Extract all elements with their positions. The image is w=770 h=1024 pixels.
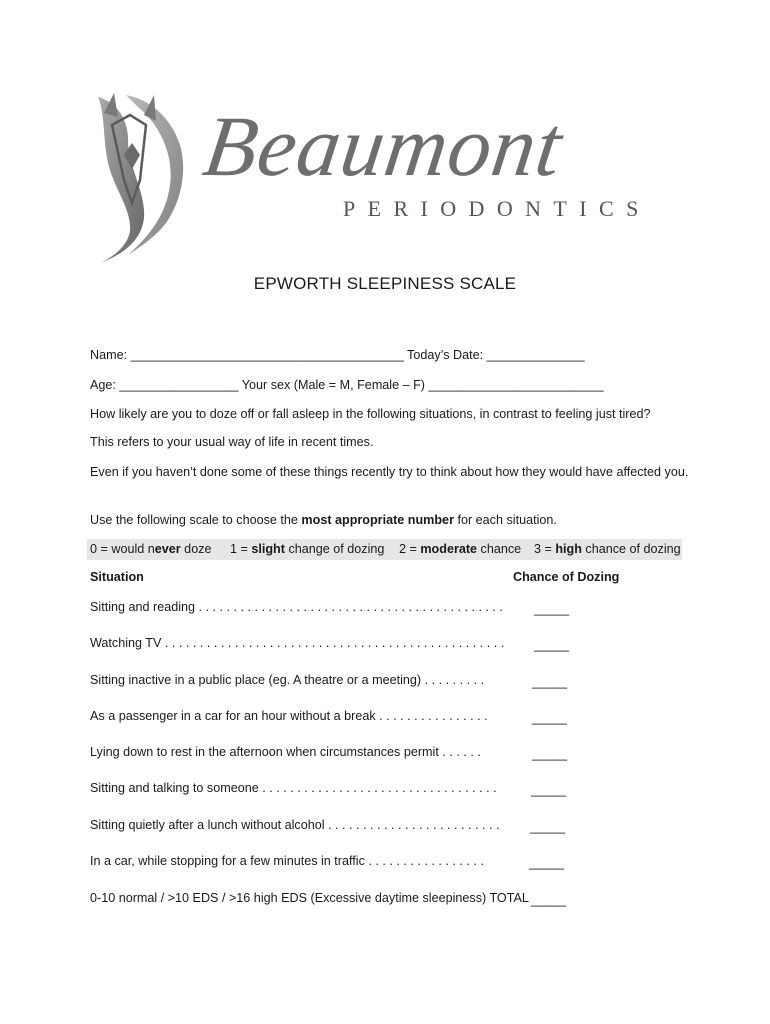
situation-row-label: Sitting quietly after a lunch without alcohol . . . . . . . . . . . . . . . . . . . . . . . . . <box>90 818 500 832</box>
score-blank[interactable]: _____ <box>532 711 568 725</box>
horse-head-icon <box>88 85 188 265</box>
score-blank[interactable]: _____ <box>532 675 568 689</box>
name-date-line[interactable]: Name: _______________________________________ Today’s Date: ______________ <box>90 348 585 362</box>
instruction-2: This refers to your usual way of life in recent times. <box>90 435 374 449</box>
situation-row-label: As a passenger in a car for an hour without a break . . . . . . . . . . . . . . . . <box>90 709 488 723</box>
scale-2-pre: 2 = <box>399 542 421 556</box>
scale-3 <box>534 542 681 556</box>
total-blank[interactable]: _____ <box>531 893 567 907</box>
situation-row-label: Lying down to rest in the afternoon when circumstances permit . . . . . . <box>90 745 481 759</box>
scale-3-bold: high <box>555 542 582 556</box>
scale-1-pre: 1 = <box>230 542 252 556</box>
score-blank[interactable]: _____ <box>534 638 570 652</box>
situation-row-label: Sitting and reading . . . . . . . . . . . . . . . . . . . . . . . . . . . . . . . . . . . . . . . . . . . . <box>90 600 503 614</box>
scale-0-pre: 0 = would n <box>90 542 155 556</box>
scale-3-pre: 3 = <box>534 542 556 556</box>
logo-subtitle: PERIODONTICS <box>343 196 651 221</box>
instruction-3: Even if you haven’t done some of these things recently try to think about how they would have affected you. <box>90 465 689 479</box>
situation-row-label: Sitting and talking to someone . . . . . . . . . . . . . . . . . . . . . . . . . . . . . . . . . . <box>90 781 497 795</box>
total-row-label: 0-10 normal / >10 EDS / >16 high EDS (Excessive daytime sleepiness) TOTAL <box>90 891 529 905</box>
scale-0-bold: ever <box>154 542 181 556</box>
page-title: EPWORTH SLEEPINESS SCALE <box>253 274 517 293</box>
scale-2 <box>399 542 521 556</box>
scale-1 <box>230 542 384 556</box>
instruction-1: How likely are you to doze off or fall asleep in the following situations, in contrast to feeling just tired? <box>90 407 651 421</box>
logo-wordmark: Beaumont <box>198 98 569 194</box>
scale-0-post: doze <box>180 542 212 556</box>
score-blank[interactable]: _____ <box>531 783 567 797</box>
score-blank[interactable]: _____ <box>529 856 565 870</box>
scale-1-post: change of dozing <box>284 542 385 556</box>
column-header-situation: Situation <box>90 570 144 584</box>
score-blank[interactable]: _____ <box>534 602 570 616</box>
score-blank[interactable]: _____ <box>532 747 568 761</box>
instruction-4-post: for each situation. <box>453 513 557 527</box>
scale-3-post: chance of dozing <box>581 542 681 556</box>
instruction-4 <box>90 513 557 527</box>
scale-2-post: chance <box>477 542 522 556</box>
instruction-4-pre: Use the following scale to choose the <box>90 513 302 527</box>
scale-1-bold: slight <box>251 542 285 556</box>
situation-row-label: Sitting inactive in a public place (eg. A theatre or a meeting) . . . . . . . . . <box>90 673 485 687</box>
instruction-4-bold: most appropriate number <box>301 513 454 527</box>
age-sex-line[interactable]: Age: _________________ Your sex (Male = M, Female – F) _________________________ <box>90 378 604 392</box>
score-blank[interactable]: _____ <box>530 820 566 834</box>
scale-2-bold: moderate <box>420 542 478 556</box>
situation-row-label: Watching TV . . . . . . . . . . . . . . . . . . . . . . . . . . . . . . . . . . . . . . . . . . . . . . . . . <box>90 636 505 650</box>
scale-0 <box>90 542 212 556</box>
column-header-chance: Chance of Dozing <box>513 570 620 584</box>
situation-row-label: In a car, while stopping for a few minutes in traffic . . . . . . . . . . . . . . . . . <box>90 854 484 868</box>
